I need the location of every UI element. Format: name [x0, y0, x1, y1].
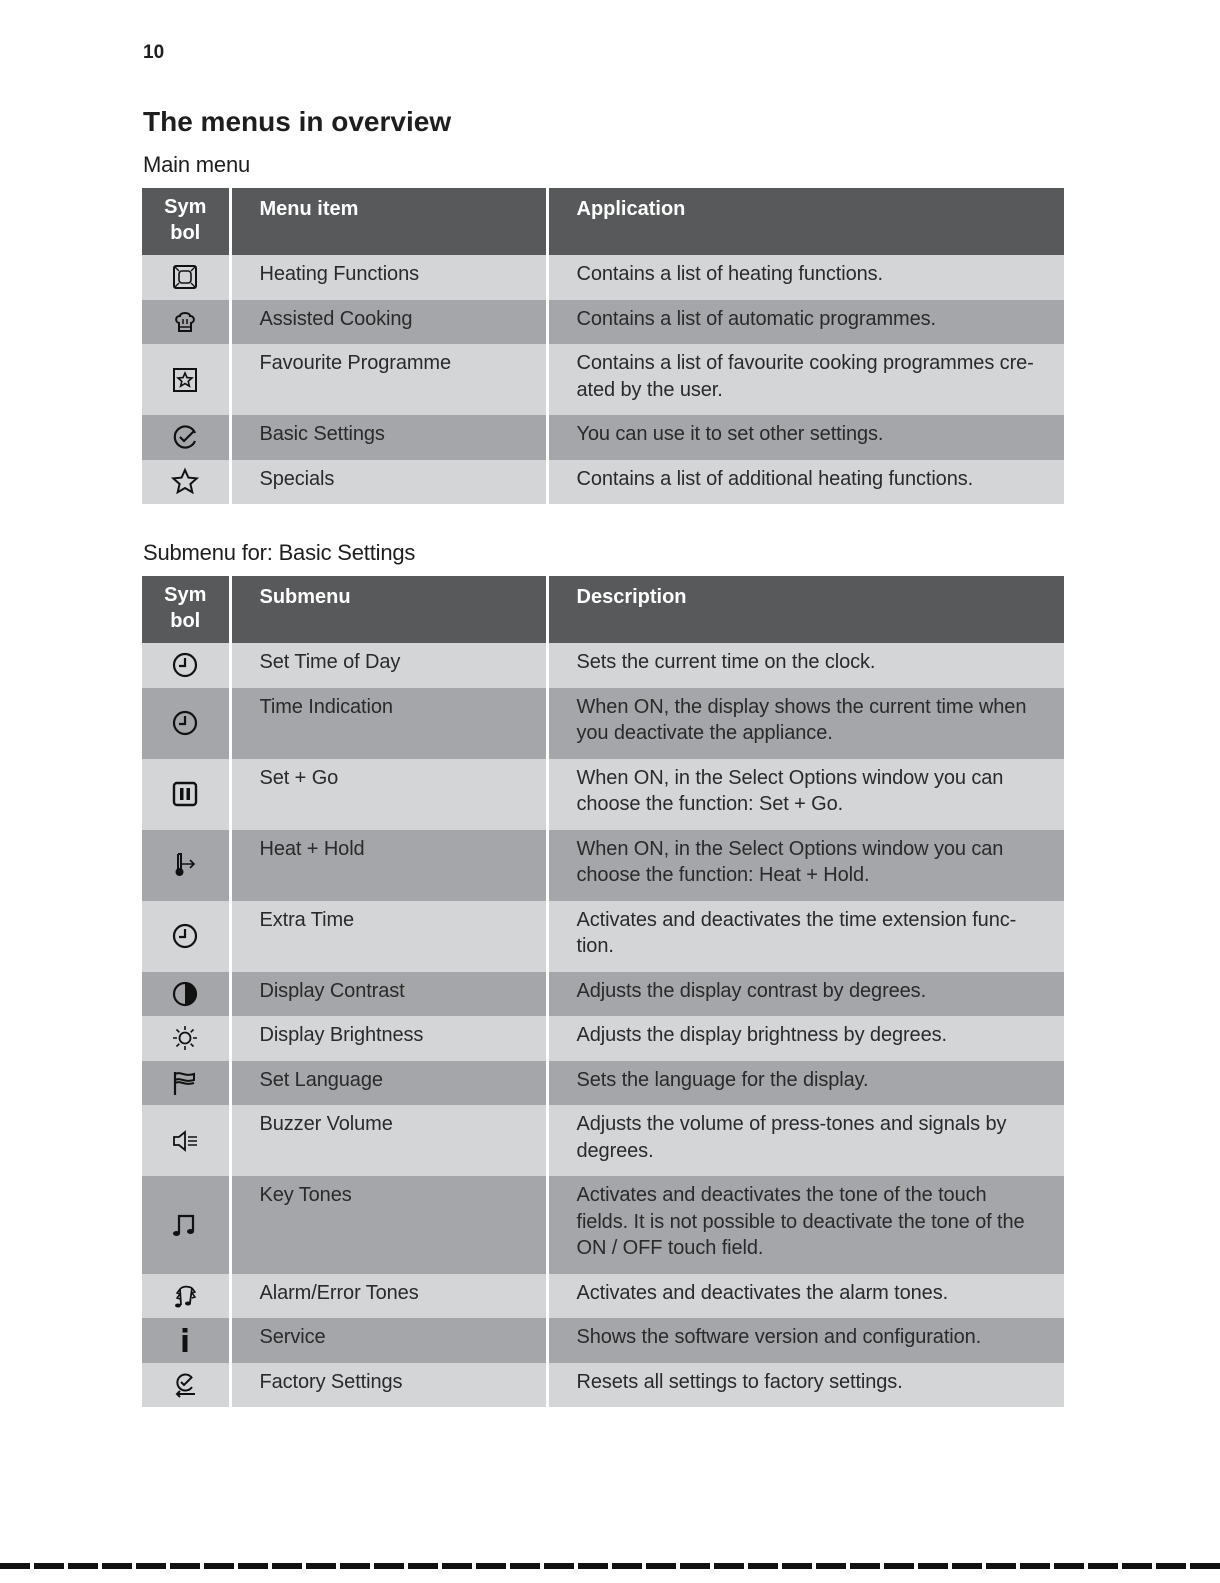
symbol-cell: [142, 1016, 230, 1061]
basic-settings-item-cell: Extra Time: [230, 901, 547, 972]
main-menu-text-cell: Contains a list of automatic programmes.: [547, 300, 1064, 345]
check-circle-icon: [170, 422, 200, 452]
basic-settings-item-cell: Key Tones: [230, 1176, 547, 1274]
table-header-row: [142, 576, 1064, 643]
symbol-cell: [142, 460, 230, 505]
symbol-header-line1: Sym: [164, 584, 207, 606]
symbol-cell: [142, 344, 230, 415]
basic-settings-item-cell: Set Time of Day: [230, 643, 547, 688]
basic-settings-text-cell: Activates and deactivates the alarm tones.: [547, 1274, 1064, 1319]
info-icon: [170, 1325, 200, 1355]
main-menu-subtitle: Main menu: [143, 152, 251, 177]
table-row: [142, 1105, 1064, 1176]
main-menu-item-cell: Heating Functions: [230, 255, 547, 300]
table-row: [142, 688, 1064, 759]
table-header-row: [142, 188, 1064, 255]
table-row: [142, 344, 1064, 415]
main-menu-item-cell: Specials: [230, 460, 547, 505]
symbol-header-line2: bol: [170, 610, 201, 632]
page-number: 10: [143, 42, 165, 63]
star-box-icon: [170, 365, 200, 395]
table-row: [142, 643, 1064, 688]
main-menu-item-cell: Basic Settings: [230, 415, 547, 460]
basic-settings-text-cell: When ON, the display shows the current time when you deactivate the appliance.: [547, 688, 1064, 759]
table-row: [142, 1274, 1064, 1319]
symbol-cell: [142, 1363, 230, 1408]
main-menu-table: [142, 188, 1064, 504]
basic-settings-text-cell: Adjusts the display contrast by degrees.: [547, 972, 1064, 1017]
star-icon: [170, 467, 200, 497]
table-row: [142, 1318, 1064, 1363]
table-row: [142, 460, 1064, 505]
symbol-cell: [142, 972, 230, 1017]
chef-hat-icon: [170, 307, 200, 337]
basic-settings-item-cell: Set + Go: [230, 759, 547, 830]
basic-settings-item-cell: Display Contrast: [230, 972, 547, 1017]
main-menu-text-cell: Contains a list of favourite cooking programmes cre- ated by the user.: [547, 344, 1064, 415]
symbol-cell: [142, 1318, 230, 1363]
main-menu-text-cell: Contains a list of heating functions.: [547, 255, 1064, 300]
table-row: [142, 830, 1064, 901]
menu-item-header: Menu item: [230, 188, 547, 255]
main-menu-item-cell: Favourite Programme: [230, 344, 547, 415]
symbol-cell: [142, 415, 230, 460]
pause-box-icon: [170, 779, 200, 809]
basic-settings-item-cell: Time Indication: [230, 688, 547, 759]
table-row: [142, 300, 1064, 345]
basic-settings-text-cell: Resets all settings to factory settings.: [547, 1363, 1064, 1408]
table-row: [142, 1016, 1064, 1061]
basic-settings-item-cell: Alarm/Error Tones: [230, 1274, 547, 1319]
symbol-cell: [142, 830, 230, 901]
symbol-header: [142, 188, 230, 255]
table-row: [142, 1363, 1064, 1408]
basic-settings-item-cell: Set Language: [230, 1061, 547, 1106]
basic-settings-text-cell: When ON, in the Select Options window you can choose the function: Heat + Hold.: [547, 830, 1064, 901]
basic-settings-item-cell: Heat + Hold: [230, 830, 547, 901]
symbol-cell: [142, 1061, 230, 1106]
symbol-header-line2: bol: [170, 222, 201, 244]
basic-settings-text-cell: Sets the language for the display.: [547, 1061, 1064, 1106]
main-menu-text-cell: You can use it to set other settings.: [547, 415, 1064, 460]
submenu-header: Submenu: [230, 576, 547, 643]
symbol-cell: [142, 643, 230, 688]
thermometer-arrow-icon: [170, 850, 200, 880]
basic-settings-subtitle: Submenu for: Basic Settings: [143, 540, 416, 565]
table-row: [142, 255, 1064, 300]
page-title: The menus in overview: [143, 106, 452, 137]
basic-settings-text-cell: Adjusts the volume of press-tones and signals by degrees.: [547, 1105, 1064, 1176]
table-row: [142, 1176, 1064, 1274]
table-row: [142, 759, 1064, 830]
table-row: [142, 972, 1064, 1017]
table-row: [142, 415, 1064, 460]
symbol-cell: [142, 688, 230, 759]
clock-icon: [170, 708, 200, 738]
basic-settings-text-cell: Shows the software version and configuration.: [547, 1318, 1064, 1363]
symbol-cell: [142, 300, 230, 345]
basic-settings-text-cell: When ON, in the Select Options window you can choose the function: Set + Go.: [547, 759, 1064, 830]
symbol-cell: [142, 1105, 230, 1176]
basic-settings-text-cell: Activates and deactivates the tone of the touch fields. It is not possible to deactivate the tone of the ON / OFF touch field.: [547, 1176, 1064, 1274]
speaker-icon: [170, 1126, 200, 1156]
flag-icon: [170, 1068, 200, 1098]
basic-settings-item-cell: Service: [230, 1318, 547, 1363]
basic-settings-item-cell: Display Brightness: [230, 1016, 547, 1061]
bottom-border-rule: [0, 1563, 1220, 1569]
application-header: Application: [547, 188, 1064, 255]
sun-icon: [170, 1023, 200, 1053]
symbol-header-line1: Sym: [164, 196, 207, 218]
description-header: Description: [547, 576, 1064, 643]
basic-settings-text-cell: Sets the current time on the clock.: [547, 643, 1064, 688]
symbol-cell: [142, 255, 230, 300]
oven-icon: [170, 262, 200, 292]
table-row: [142, 901, 1064, 972]
main-menu-text-cell: Contains a list of additional heating functions.: [547, 460, 1064, 505]
music-note-icon: [170, 1210, 200, 1240]
basic-settings-text-cell: Adjusts the display brightness by degrees.: [547, 1016, 1064, 1061]
alarm-tone-icon: [170, 1281, 200, 1311]
basic-settings-item-cell: Buzzer Volume: [230, 1105, 547, 1176]
symbol-header: [142, 576, 230, 643]
factory-reset-icon: [170, 1370, 200, 1400]
basic-settings-text-cell: Activates and deactivates the time extension func- tion.: [547, 901, 1064, 972]
symbol-cell: [142, 1176, 230, 1274]
clock-icon: [170, 650, 200, 680]
table-row: [142, 1061, 1064, 1106]
clock-icon: [170, 921, 200, 951]
symbol-cell: [142, 759, 230, 830]
basic-settings-item-cell: Factory Settings: [230, 1363, 547, 1408]
main-menu-item-cell: Assisted Cooking: [230, 300, 547, 345]
contrast-icon: [170, 979, 200, 1009]
symbol-cell: [142, 901, 230, 972]
symbol-cell: [142, 1274, 230, 1319]
basic-settings-table: [142, 576, 1064, 1407]
